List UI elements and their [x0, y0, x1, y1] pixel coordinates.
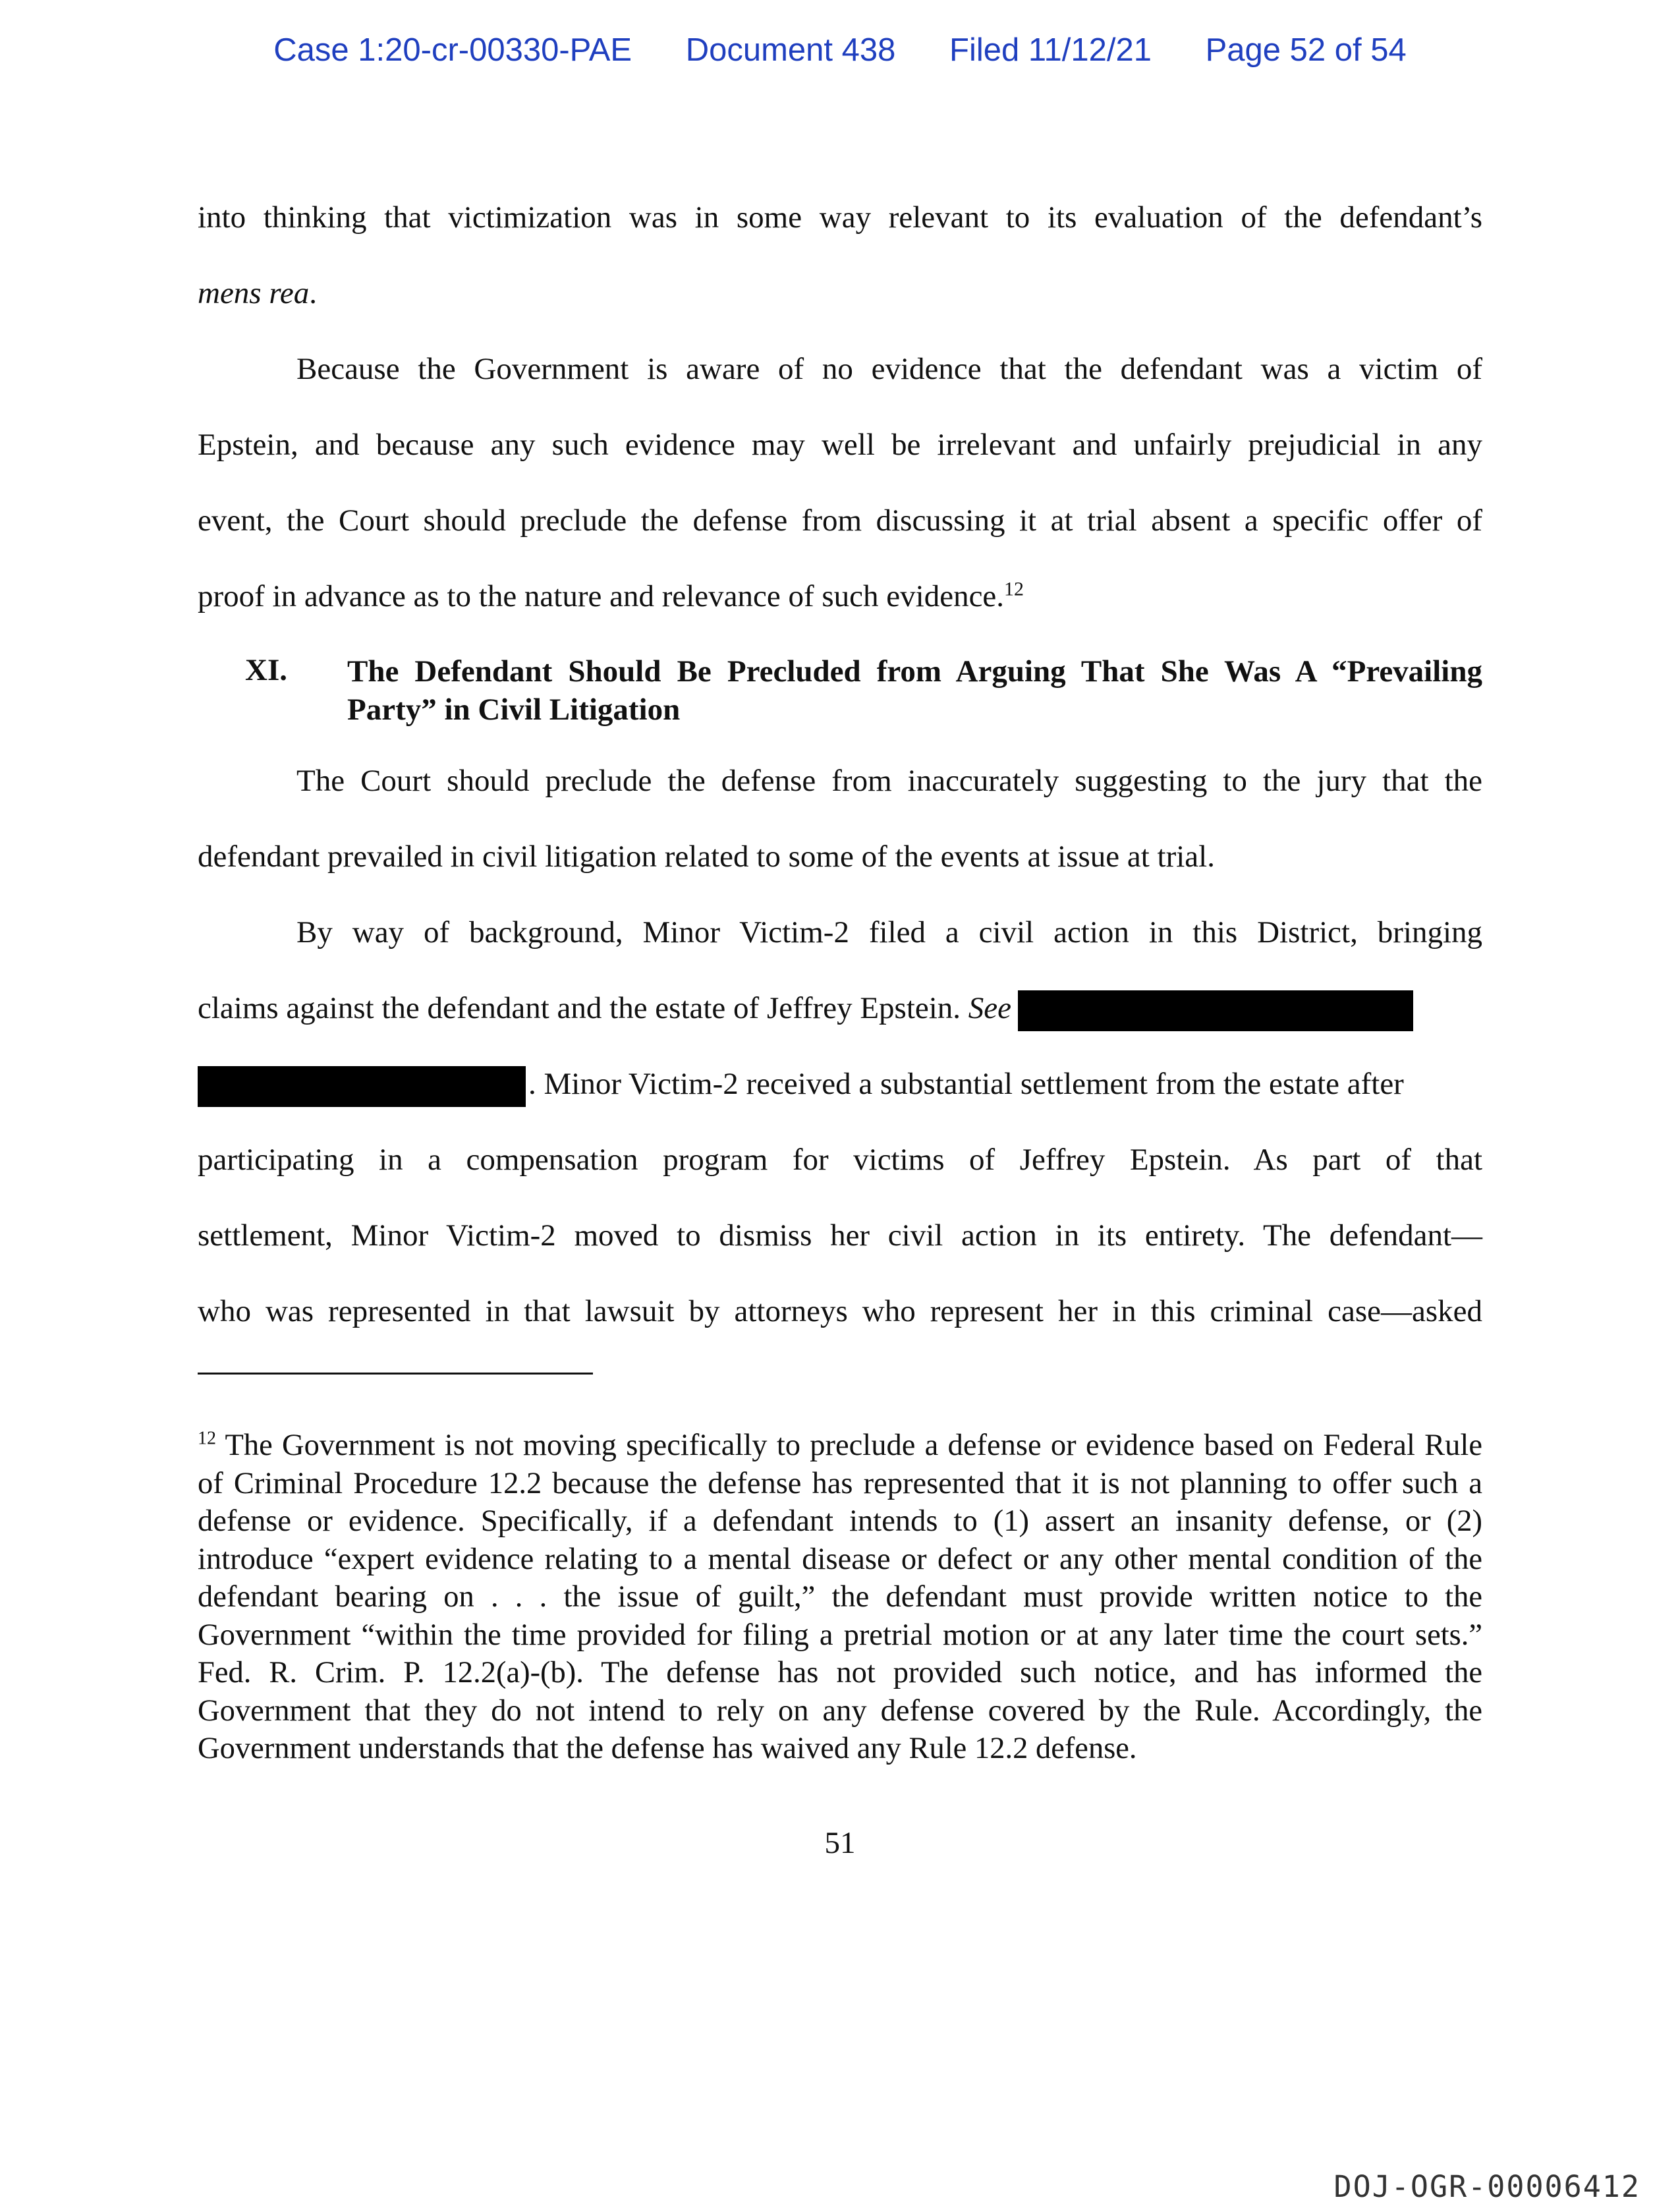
footnote-marker: 12: [198, 1428, 216, 1449]
footnote-text: The Government is not moving specifically to preclude a defense or evidence based on Federal Rule of Criminal Procedure 12.2 because the defense has represented that it is not planning to offer such a defense or evidence. Specifically, if a defendant intends to (1) assert an insanity defense, or (2) introduce “expert evidence relating to a mental disease or defect or any other mental condition of the defendant bearing on . . . the issue of guilt,” the defendant must provide written notice to the Government “within the time provided for filing a pretrial motion or at any later time the court sets.” Fed. R. Crim. P. 12.2(a)-(b). The defense has not provided such notice, and has informed the Government that they do not intend to rely on any defense covered by the Rule. Accordingly, the Government understands that the defense has waived any Rule 12.2 defense.: [198, 1429, 1482, 1765]
bates-number: DOJ-OGR-00006412: [1333, 2169, 1640, 2204]
section-title: [347, 652, 1482, 729]
body-line: participating in a compensation program for victims of Jeffrey Epstein. As part of that: [198, 1143, 1482, 1177]
ecf-header: [0, 32, 1680, 69]
filed-date: Filed 11/12/21: [949, 32, 1152, 68]
period: .: [309, 276, 318, 310]
body-line: [198, 577, 1482, 616]
body-line: By way of background, Minor Victim-2 filed a civil action in this District, bringing: [296, 915, 1482, 950]
case-number: Case 1:20-cr-00330-PAE: [273, 32, 632, 68]
mens-rea-italic: mens rea: [198, 276, 310, 310]
see-signal: See: [968, 991, 1012, 1025]
section-number: XI.: [245, 653, 287, 687]
redaction-box: [1018, 990, 1413, 1031]
footnote-reference[interactable]: 12: [1004, 578, 1024, 600]
body-line: event, the Court should preclude the defense from discussing it at trial absent a specific offer of: [198, 503, 1482, 538]
footnote: [198, 1427, 1482, 1768]
body-line: settlement, Minor Victim-2 moved to dismiss her civil action in its entirety. The defendant—: [198, 1218, 1482, 1253]
body-line: The Court should preclude the defense from inaccurately suggesting to the jury that the: [296, 764, 1482, 798]
body-line: into thinking that victimization was in some way relevant to its evaluation of the defendant’s: [198, 200, 1482, 235]
body-line-text: . Minor Victim-2 received a substantial settlement from the estate after: [528, 1067, 1404, 1101]
section-title-line: Party” in Civil Litigation: [347, 693, 681, 727]
body-line: [198, 1064, 1482, 1104]
section-title-line: The Defendant Should Be Precluded from Arguing That She Was A “Prevailing: [347, 654, 1482, 689]
body-line: defendant prevailed in civil litigation related to some of the events at issue at trial.: [198, 839, 1215, 874]
redaction-box: [198, 1066, 526, 1107]
body-line: Because the Government is aware of no evidence that the defendant was a victim of: [296, 352, 1482, 386]
body-line: who was represented in that lawsuit by attorneys who represent her in this criminal case—asked: [198, 1294, 1482, 1328]
body-line-text: claims against the defendant and the estate of Jeffrey Epstein.: [198, 991, 961, 1025]
body-line: Epstein, and because any such evidence may well be irrelevant and unfairly prejudicial in any: [198, 428, 1482, 462]
page-number: 51: [824, 1826, 856, 1860]
document-number: Document 438: [685, 32, 896, 68]
footnote-separator: [198, 1373, 593, 1375]
body-line: [198, 988, 1482, 1028]
body-line: [198, 273, 1482, 313]
body-line-text: proof in advance as to the nature and relevance of such evidence.: [198, 579, 1005, 613]
page-of-pages: Page 52 of 54: [1205, 32, 1407, 68]
